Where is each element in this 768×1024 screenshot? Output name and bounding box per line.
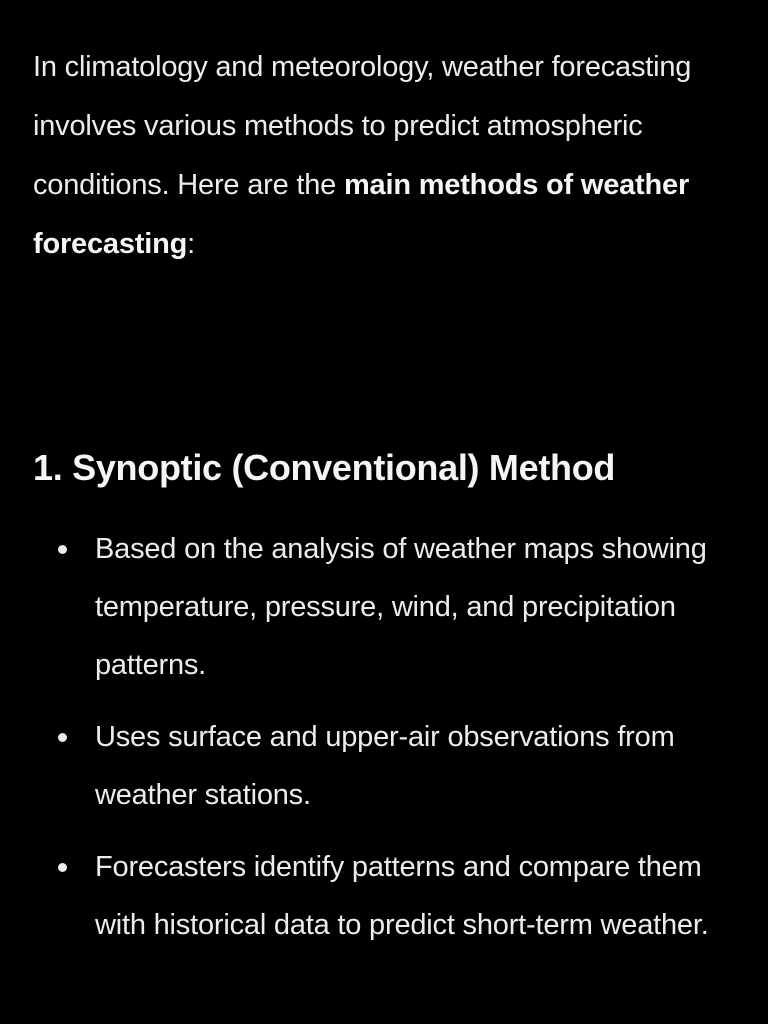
list-item	[0, 520, 768, 694]
list-item-text: Forecasters identify patterns and compare them with historical data to predict short-term weather.	[95, 851, 709, 941]
bullet-list	[0, 520, 768, 968]
bullet-dot-icon	[58, 863, 67, 872]
list-item-text: Based on the analysis of weather maps showing temperature, pressure, wind, and precipitation patterns.	[95, 533, 707, 681]
list-item-text: Uses surface and upper-air observations from weather stations.	[95, 721, 675, 811]
section-heading: 1. Synoptic (Conventional) Method	[33, 447, 616, 488]
list-item	[0, 838, 768, 954]
intro-bold-text: main methods of weather forecasting	[33, 169, 690, 260]
bullet-dot-icon	[58, 733, 67, 742]
intro-paragraph	[33, 0, 738, 274]
intro-text: In climatology and meteorology, weather forecasting involves various methods to predict atmospheric conditions. Here are the	[33, 51, 692, 201]
bullet-dot-icon	[58, 545, 67, 554]
list-item	[0, 708, 768, 824]
intro-punctuation: :	[187, 228, 195, 260]
